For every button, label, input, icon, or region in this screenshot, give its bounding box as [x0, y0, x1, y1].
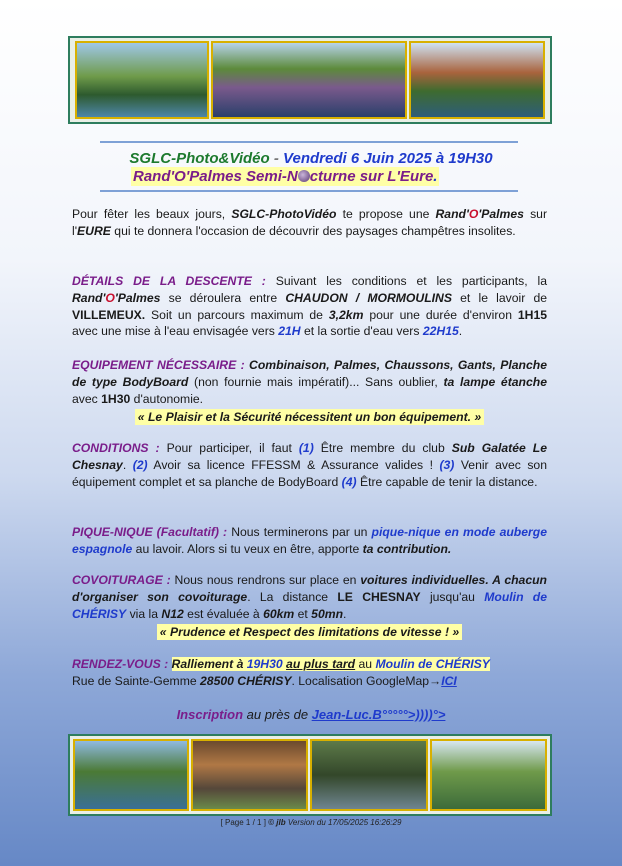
map-link[interactable]: ICI [441, 673, 457, 688]
picnic-heading: PIQUE-NIQUE (Facultatif) : [72, 525, 228, 539]
divider-bottom [100, 190, 518, 192]
event-name-end: . [433, 168, 438, 185]
event-name-part-b: cturne sur L'Eure [309, 168, 434, 185]
carpool-note: voitures individuelles. A chacun d'organiser son covoiturage [72, 573, 547, 604]
river-photo [75, 41, 209, 119]
event-name-part-a: Rand'O'Palmes Semi-N [133, 168, 298, 185]
equipment-quote: « Le Plaisir et la Sécurité nécessitent un bon équipement. » [135, 409, 484, 425]
carpool-quote: « Prudence et Respect des limitations de vitesse ! » [157, 624, 462, 640]
text: qui te donnera l'occasion de découvrir des paysages champêtres insolites. [110, 223, 516, 238]
page-number: [ Page 1 / 1 ] [220, 818, 266, 827]
meeting-heading: RENDEZ-VOUS : [72, 657, 169, 671]
text: Pour fêter les beaux jours, [72, 207, 232, 221]
equipment-heading: EQUIPEMENT NÉCESSAIRE : [72, 358, 245, 372]
picnic-paragraph: PIQUE-NIQUE (Facultatif) : Nous terminerons par un pique-nique en mode auberge espagnole au lavoir. Alors si tu veux en être, apporte ta contribution. [72, 525, 547, 556]
inscription-line: Inscription au près de Jean-Luc.B°°°°°>))))°> [176, 707, 446, 722]
event-name [131, 167, 439, 186]
club-mention: Sub Galatée Le Chesnay [72, 441, 547, 472]
lavoir-photo [409, 41, 545, 119]
carpool-paragraph: COVOITURAGE : Nous nous rendrons sur place en voitures individuelles. A chacun d'organiser son covoiturage. La distance LE CHESNAY jusqu'au Moulin de CHÉRISY via la N12 est évaluée à 60km et 50mn. « Prudence et Respect des limitations de vitesse ! » [72, 573, 548, 640]
page-footer [0, 818, 622, 827]
divers-photo [310, 739, 428, 811]
water-entry-time: 21H [278, 324, 301, 339]
villemeux: VILLEMEUX. [72, 307, 146, 322]
riverbank-photo [430, 739, 548, 811]
rando-name: Rand'O'Palmes [435, 207, 524, 221]
conditions-paragraph: CONDITIONS : Pour participer, il faut (1) Être membre du club Sub Galatée Le Chesnay. (2) Avoir sa licence FFESSM & Assurance valides ! (3) Venir avec son équipement complet et sa planche de BodyBoard (4) Être capable de tenir la distance. [72, 441, 547, 489]
club-mention: SGLC-PhotoVidéo [231, 207, 337, 221]
contact-link[interactable]: Jean-Luc.B°°°°°>))))°> [311, 707, 446, 722]
route-places: CHAUDON / MORMOULINS [285, 290, 452, 305]
author: © jlb [268, 818, 286, 827]
club-name: SGLC-Photo&Vidéo [129, 150, 270, 167]
destination: Moulin de CHÉRISY [72, 589, 548, 621]
meeting-highlight: Ralliement à 19H30 au plus tard au Moulin de CHÉRISY [171, 657, 490, 671]
title-separator: - [269, 150, 284, 167]
rando-name: Rand'O'Palmes [72, 290, 161, 305]
conditions-heading: CONDITIONS : [72, 441, 160, 455]
river-name: EURE [77, 223, 111, 238]
inscription-label: Inscription [176, 707, 244, 722]
text: te propose une [336, 207, 436, 221]
footer-photo-strip [68, 734, 552, 816]
meeting-paragraph: RENDEZ-VOUS : Ralliement à 19H30 au plus tard au Moulin de CHÉRISY Rue de Sainte-Gemme 28500 CHÉRISY. Localisation GoogleMap→ICI [72, 657, 490, 688]
km: 60km [263, 606, 295, 621]
meeting-time: 19H30 [246, 657, 283, 671]
equipment-list: Combinaison, Palmes, Chaussons, Gants, Planche de type BodyBoard [72, 358, 547, 389]
divider-top [100, 141, 518, 143]
group-photo [211, 41, 407, 119]
start-city: LE CHESNAY [337, 589, 421, 604]
text: sur l' [72, 207, 547, 238]
lavoir-group-photo [191, 739, 309, 811]
autonomy: 1H30 [101, 391, 131, 406]
road: N12 [161, 606, 184, 621]
contribution: ta contribution. [362, 541, 452, 556]
minutes: 50mn [311, 606, 344, 621]
page-title [0, 150, 622, 167]
meeting-city: 28500 CHÉRISY [200, 673, 292, 688]
equipment-paragraph: EQUIPEMENT NÉCESSAIRE : Combinaison, Palmes, Chaussons, Gants, Planche de type BodyBoard (non fournie mais impératif)... Sans oublier, ta lampe étanche avec 1H30 d'autonomie. « Le Plaisir et la Sécurité nécessitent un bon équipement. » [72, 358, 547, 425]
carpool-heading: COVOITURAGE : [72, 573, 171, 587]
picnic-mode: pique-nique en mode auberge espagnole [72, 525, 547, 556]
header-photo-strip [68, 36, 552, 124]
event-date: Vendredi 6 Juin 2025 à 19H30 [283, 150, 493, 167]
details-heading: DÉTAILS DE LA DESCENTE : [72, 274, 266, 288]
distance: 3,2km [328, 307, 364, 322]
details-paragraph: DÉTAILS DE LA DESCENTE : Suivant les conditions et les participants, la Rand'O'Palmes se déroulera entre CHAUDON / MORMOULINS et le lavoir de VILLEMEUX. Soit un parcours maximum de 3,2km pour une durée d'environ 1H15 avec une mise à l'eau envisagée vers 21H et la sortie d'eau vers 22H15. [72, 274, 548, 339]
version: Version du 17/05/2025 16:26:29 [285, 818, 402, 827]
village-river-photo [73, 739, 189, 811]
lamp: ta lampe étanche [443, 374, 547, 389]
moon-icon [298, 170, 310, 182]
meeting-place: Moulin de CHÉRISY [375, 657, 490, 671]
duration: 1H15 [517, 307, 548, 322]
water-exit-time: 22H15 [422, 324, 459, 339]
intro-paragraph [72, 206, 547, 240]
